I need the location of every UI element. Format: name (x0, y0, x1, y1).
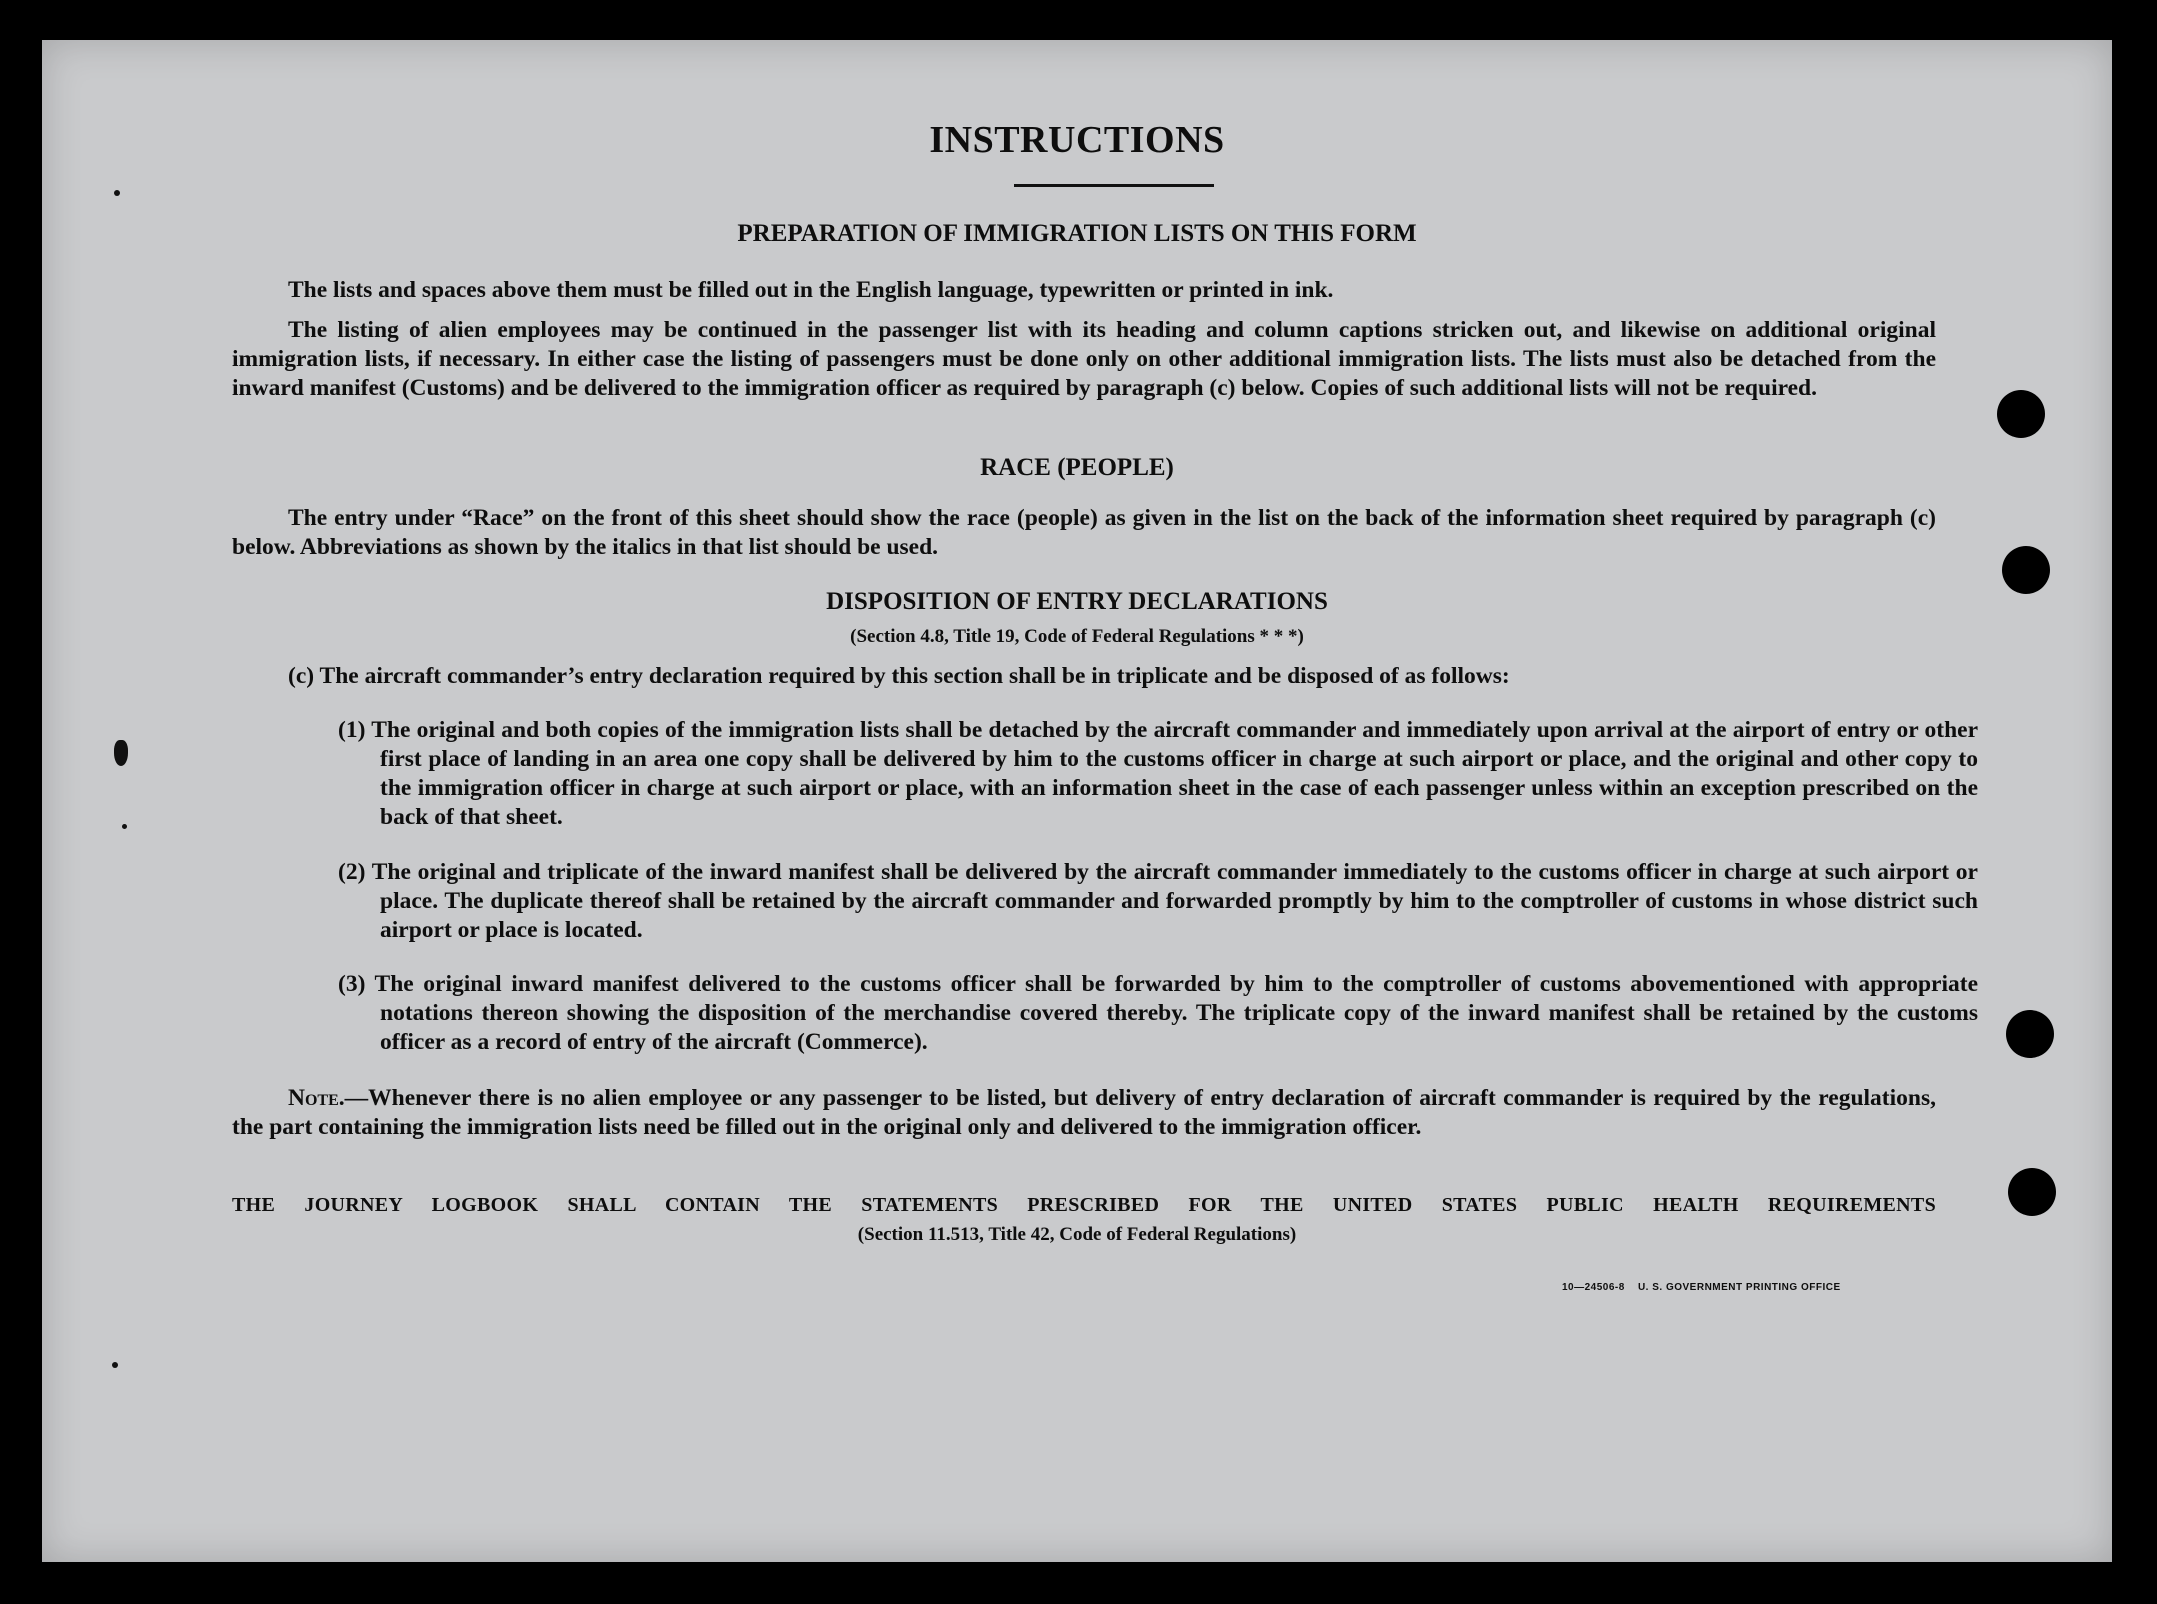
page-title: INSTRUCTIONS (929, 119, 1225, 161)
paragraph-language: The lists and spaces above them must be filled out in the English language, typewritten or printed in ink. (288, 277, 1334, 303)
punch-hole (2002, 546, 2050, 594)
paragraph-c-intro: (c) The aircraft commander’s entry declaration required by this section shall be in triplicate and be disposed of as follows: (288, 663, 1510, 689)
paragraph-note (232, 1084, 1936, 1142)
document-sheet (42, 40, 2112, 1562)
scan-speck (122, 824, 127, 829)
disposition-citation: (Section 4.8, Title 19, Code of Federal Regulations * * *) (850, 626, 1304, 647)
section-heading-preparation: PREPARATION OF IMMIGRATION LISTS ON THIS FORM (737, 220, 1417, 247)
paragraph-alien-employees: The listing of alien employees may be continued in the passenger list with its heading and column captions stricken out, and likewise on additional original immigration lists, if necessary. In either case the listing of passengers must be done only on other additional immigration lists. The lists must also be detached from the inward manifest (Customs) and be delivered to the immigration officer as required by paragraph (c) below. Copies of such additional lists will not be required. (232, 317, 1936, 401)
printing-office-imprint (1562, 1282, 1841, 1293)
list-item-3: (3) The original inward manifest delivered to the customs officer shall be forwarded by him to the comptroller of customs abovementioned with appropriate notations thereon showing the disposition of the merchandise covered thereby. The triplicate copy of the inward manifest shall be retained by the customs officer as a record of entry of the aircraft (Commerce). (338, 971, 1978, 1055)
note-text: —Whenever there is no alien employee or any passenger to be listed, but delivery of entry declaration of aircraft commander is required by the regulations, the part containing the immigration lists need be filled out in the original only and delivered to the immigration officer. (232, 1085, 1936, 1140)
punch-hole (2008, 1168, 2056, 1216)
title-underline (1014, 184, 1214, 187)
punch-hole (1997, 390, 2045, 438)
scan-speck (114, 740, 128, 766)
form-code: 10—24506-8 (1562, 1282, 1625, 1293)
list-item-2: (2) The original and triplicate of the inward manifest shall be delivered by the aircraft commander immediately to the customs officer in charge at such airport or place. The duplicate thereof shall be retained by the aircraft commander and forwarded promptly by him to the comptroller of customs in whose district such airport or place is located. (338, 859, 1978, 943)
list-item-1: (1) The original and both copies of the immigration lists shall be detached by the aircraft commander and immediately upon arrival at the airport of entry or other first place of landing in an area one copy shall be delivered by him to the customs officer in charge at such airport or place, and the original and other copy to the immigration officer in charge at such airport or place, with an information sheet in the case of each passenger unless within an exception prescribed on the back of that sheet. (338, 717, 1978, 830)
scan-speck (112, 1362, 118, 1368)
section-heading-race: RACE (PEOPLE) (980, 454, 1174, 481)
health-citation: (Section 11.513, Title 42, Code of Federal Regulations) (857, 1224, 1297, 1245)
printer-name: U. S. GOVERNMENT PRINTING OFFICE (1637, 1282, 1841, 1293)
section-heading-disposition: DISPOSITION OF ENTRY DECLARATIONS (826, 588, 1328, 615)
scan-speck (114, 190, 120, 196)
punch-hole (2006, 1010, 2054, 1058)
paragraph-race: The entry under “Race” on the front of this sheet should show the race (people) as given in the list on the back of the information sheet required by paragraph (c) below. Abbreviations as shown by the italics in that list should be used. (232, 505, 1936, 560)
note-label: Note. (288, 1085, 345, 1111)
health-requirements-line: THE JOURNEY LOGBOOK SHALL CONTAIN THE STATEMENTS PRESCRIBED FOR THE UNITED STATES PUBLIC HEALTH REQUIREMENTS (232, 1194, 1936, 1216)
